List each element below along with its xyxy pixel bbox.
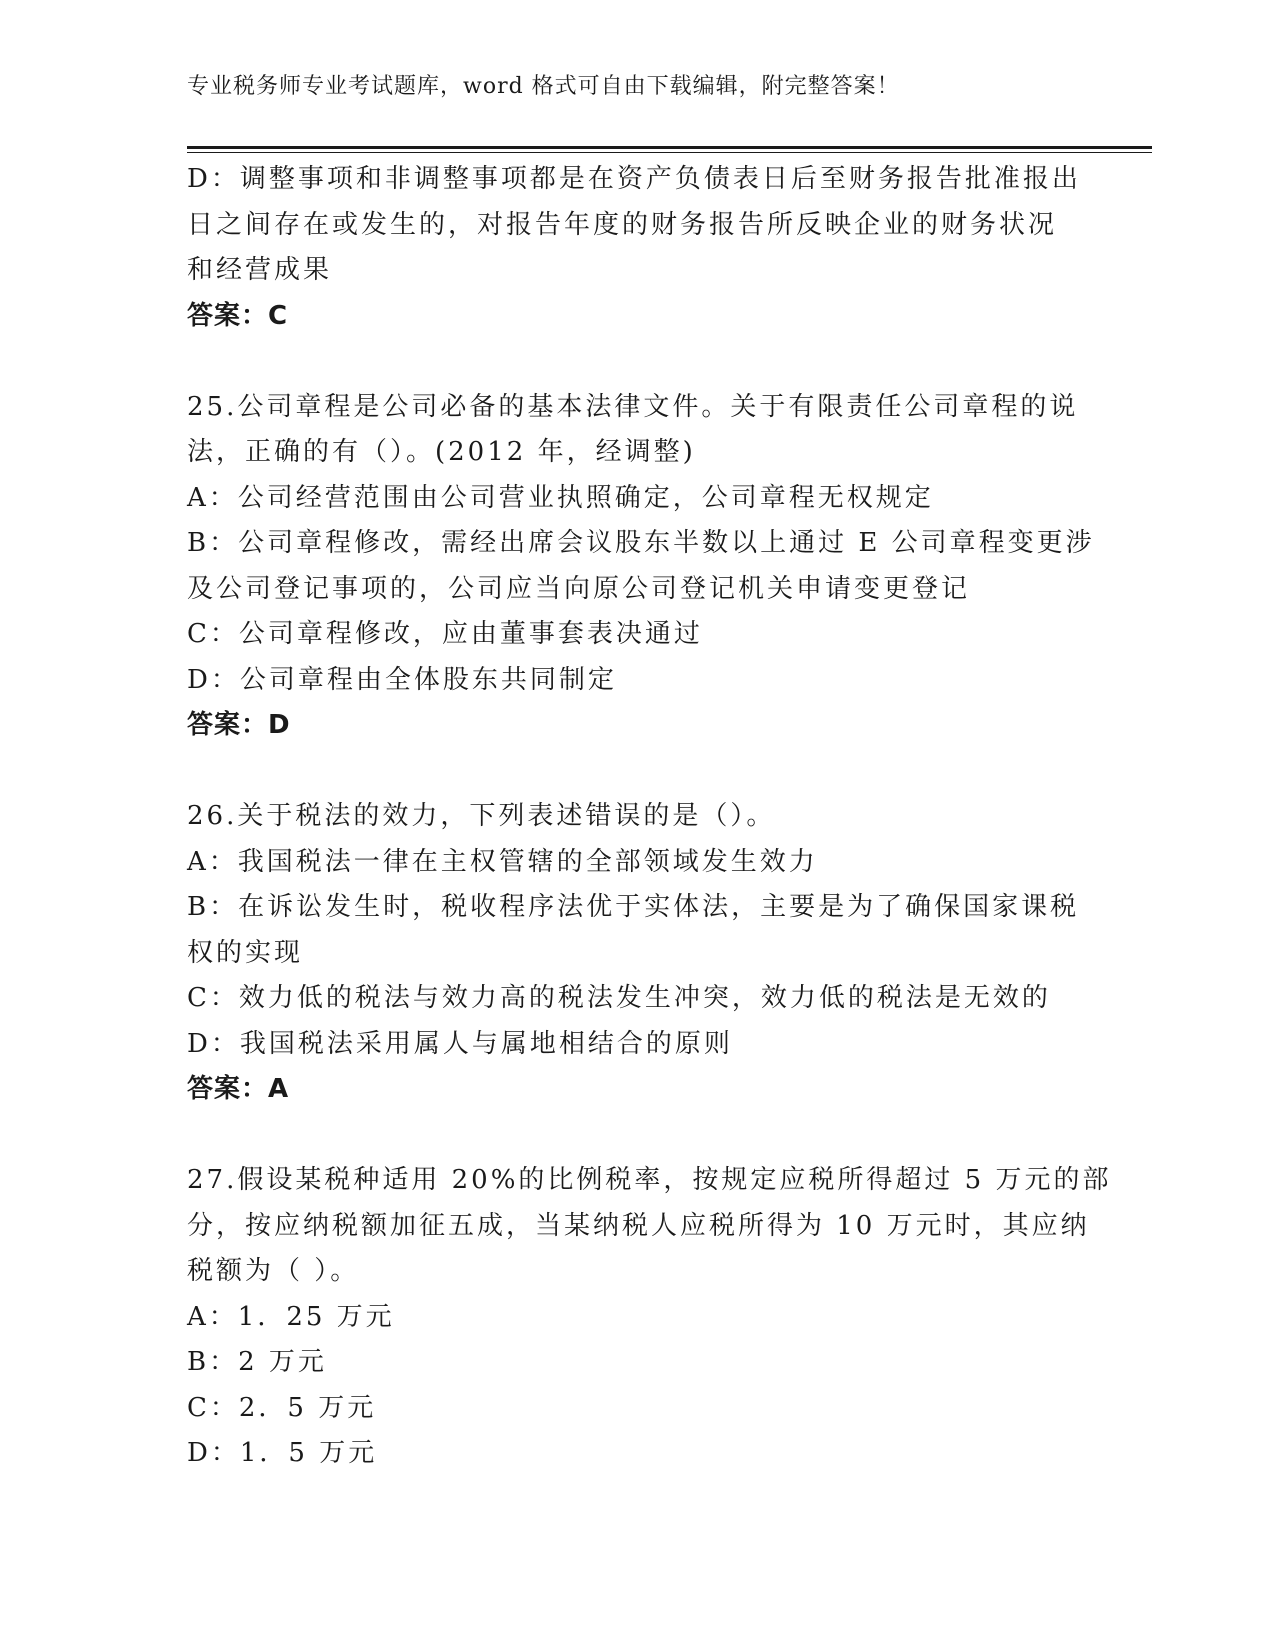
text-line: 25.公司章程是公司必备的基本法律文件。关于有限责任公司章程的说 (187, 391, 1079, 422)
question-content (187, 157, 1112, 1477)
text-line: 税额为（ ）。 (187, 1256, 360, 1286)
answer-line: 答案：D (187, 710, 291, 740)
text-line: 和经营成果 (187, 255, 333, 285)
text-line: B：2 万元 (187, 1347, 327, 1377)
text-line: D：调整事项和非调整事项都是在资产负债表日后至财务报告批准报出 (187, 164, 1081, 194)
text-line: A：1．25 万元 (187, 1301, 395, 1332)
header-rule-thin (187, 152, 1152, 153)
text-line: 及公司登记事项的，公司应当向原公司登记机关申请变更登记 (187, 573, 971, 604)
text-line: D：我国税法采用属人与属地相结合的原则 (187, 1028, 733, 1059)
text-line: 分，按应纳税额加征五成，当某纳税人应税所得为 10 万元时，其应纳 (187, 1210, 1090, 1241)
text-line: B：公司章程修改，需经出席会议股东半数以上通过 E 公司章程变更涉 (187, 528, 1095, 558)
text-line: 26.关于税法的效力，下列表述错误的是（）。 (187, 801, 776, 831)
text-line: A：公司经营范围由公司营业执照确定，公司章程无权规定 (187, 482, 934, 513)
answer-line: 答案：A (187, 1074, 290, 1104)
text-line: 日之间存在或发生的，对报告年度的财务报告所反映企业的财务状况 (187, 209, 1058, 240)
block-gap (187, 1113, 1087, 1159)
header-rule-thick (187, 146, 1152, 149)
text-line: C：2．5 万元 (187, 1392, 377, 1423)
text-line: C：效力低的税法与效力高的税法发生冲突，效力低的税法是无效的 (187, 983, 1051, 1013)
answer-line: 答案：C (187, 300, 289, 331)
text-line: C：公司章程修改，应由董事套表决通过 (187, 619, 703, 649)
text-line: 法，正确的有（）。(2012 年，经调整) (187, 437, 696, 467)
block-gap (187, 339, 1087, 385)
text-line: A：我国税法一律在主权管辖的全部领域发生效力 (187, 846, 818, 877)
text-line: D：公司章程由全体股东共同制定 (187, 664, 617, 695)
text-line: D：1．5 万元 (187, 1438, 378, 1468)
text-line: 27.假设某税种适用 20%的比例税率，按规定应税所得超过 5 万元的部 (187, 1165, 1112, 1195)
block-gap (187, 749, 1087, 795)
text-line: 权的实现 (187, 937, 304, 968)
page-header: 专业税务师专业考试题库，word 格式可自由下载编辑，附完整答案！ (187, 74, 900, 99)
text-line: B：在诉讼发生时，税收程序法优于实体法，主要是为了确保国家课税 (187, 892, 1080, 922)
